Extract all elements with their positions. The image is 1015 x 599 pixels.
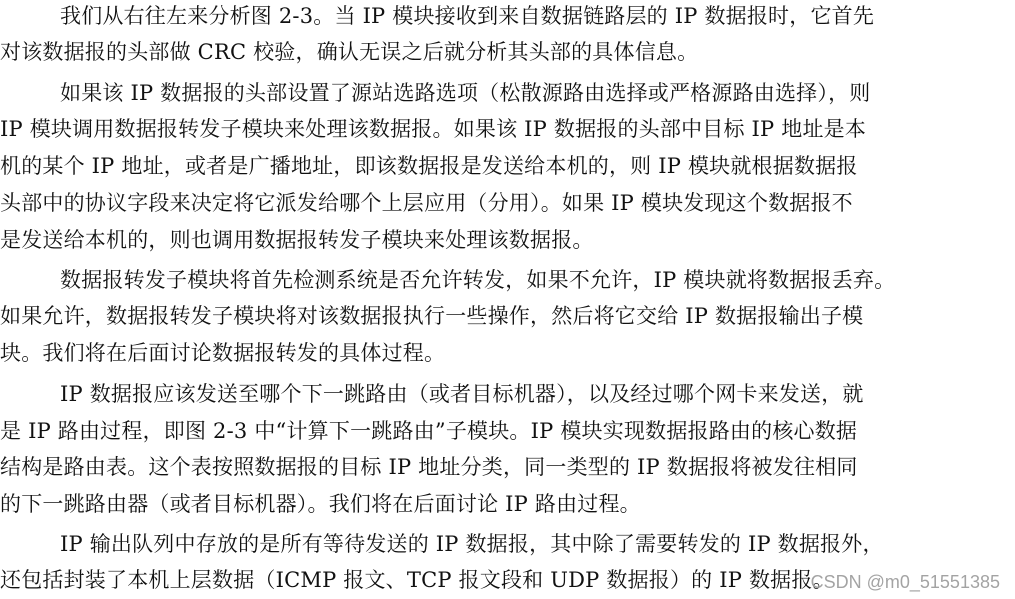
text-line: 我们从右往左来分析图 2-3。当 IP 模块接收到来自数据链路层的 IP 数据报时，它首先: [60, 4, 875, 28]
text-line: 头部中的协议字段来决定将它派发给哪个上层应用（分用）。如果 IP 模块发现这个数据报不: [0, 191, 853, 215]
text-line: IP 输出队列中存放的是所有等待发送的 IP 数据报，其中除了需要转发的 IP 数据报外，: [60, 532, 884, 556]
text-line: IP 模块调用数据报转发子模块来处理该数据报。如果该 IP 数据报的头部中目标 IP 地址是本: [0, 117, 867, 141]
text-line: 是发送给本机的，则也调用数据报转发子模块来处理该数据报。: [0, 228, 594, 252]
text-line: 结构是路由表。这个表按照数据报的目标 IP 地址分类，同一类型的 IP 数据报将被发往相同: [0, 455, 858, 479]
text-line: 是 IP 路由过程，即图 2-3 中“计算下一跳路由”子模块。IP 模块实现数据报路由的核心数据: [0, 419, 858, 443]
text-line: 如果该 IP 数据报的头部设置了源站选路选项（松散源路由选择或严格源路由选择），则: [60, 81, 871, 105]
text-line: 机的某个 IP 地址，或者是广播地址，即该数据报是发送给本机的，则 IP 模块就根据数据报: [0, 154, 858, 178]
text-line: 对该数据报的头部做 CRC 校验，确认无误之后就分析其头部的具体信息。: [0, 40, 699, 64]
watermark: CSDN @m0_51551385: [810, 572, 1000, 592]
text-line: 数据报转发子模块将首先检测系统是否允许转发，如果不允许，IP 模块就将数据报丢弃。: [60, 268, 896, 292]
text-line: 还包括封装了本机上层数据（ICMP 报文、TCP 报文段和 UDP 数据报）的 IP 数据报。: [0, 568, 834, 592]
text-line: IP 数据报应该发送至哪个下一跳路由（或者目标机器），以及经过哪个网卡来发送，就: [60, 382, 864, 406]
text-line: 如果允许，数据报转发子模块将对该数据报执行一些操作，然后将它交给 IP 数据报输出子模: [0, 304, 864, 328]
text-line: 块。我们将在后面讨论数据报转发的具体过程。: [0, 341, 446, 365]
text-line: 的下一跳路由器（或者目标机器）。我们将在后面讨论 IP 路由过程。: [0, 492, 641, 516]
